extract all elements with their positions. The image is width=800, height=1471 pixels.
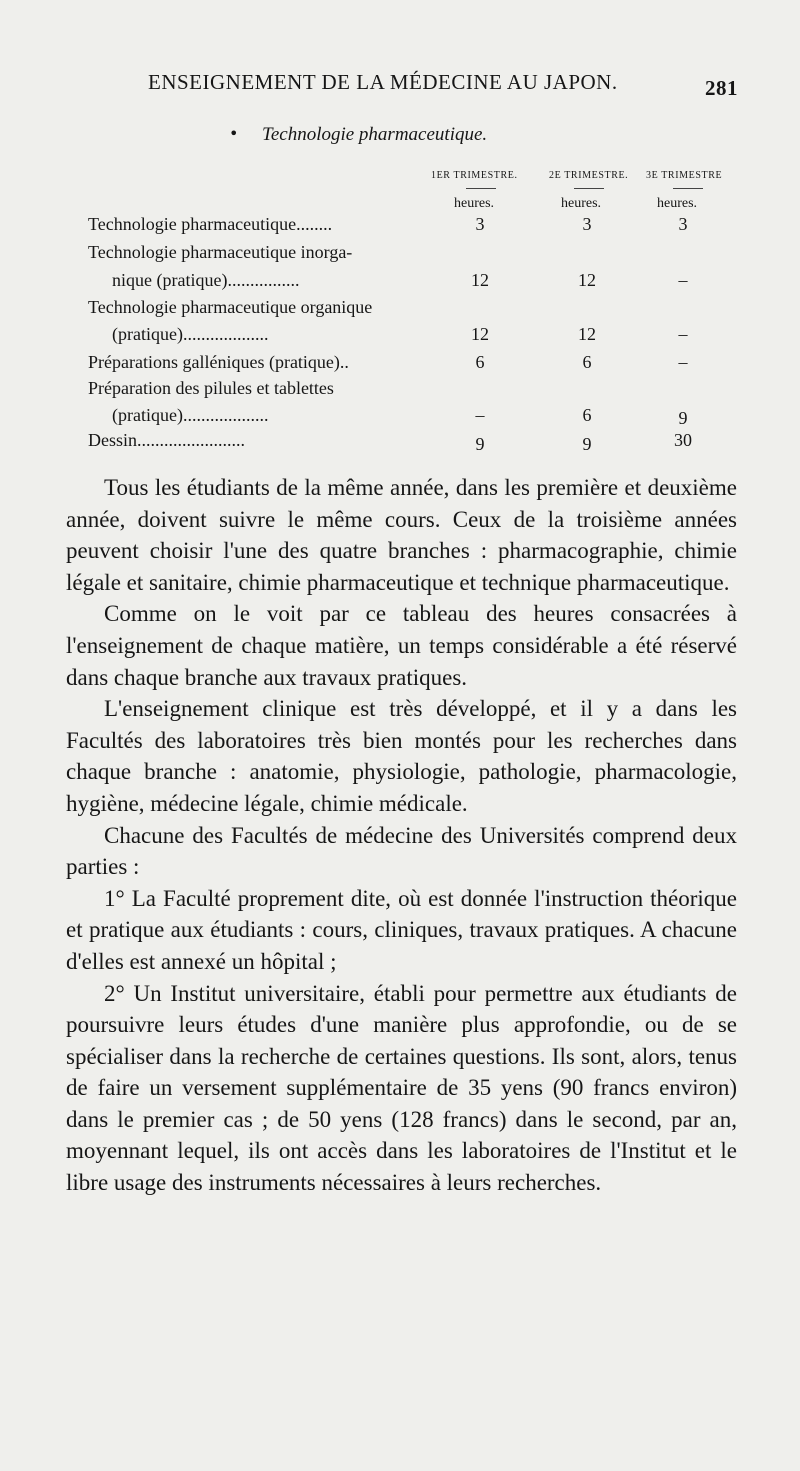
paragraph: Chacune des Facultés de médecine des Universités comprend deux parties : bbox=[66, 822, 737, 880]
table-cell: – bbox=[678, 270, 688, 290]
table-cell: 3 bbox=[475, 214, 485, 234]
table-cell: 12 bbox=[471, 324, 489, 344]
table-cell: 3 bbox=[678, 214, 688, 234]
paragraph: Tous les étudiants de la même année, dans les première et deuxième année, doivent suivre le même cours. Ceux de la troisième années peuvent choisir l'une des quatre branches : pharmacographie, chimie légale et sanitaire, chimie pharmaceutique et technique pharmaceutique. bbox=[66, 475, 737, 595]
col-rule-2 bbox=[574, 188, 604, 189]
table-cell: 6 bbox=[582, 405, 592, 425]
page-number: 281 bbox=[705, 76, 738, 100]
table-cell: 6 bbox=[582, 352, 592, 372]
table-cell: – bbox=[678, 324, 688, 344]
row-label: (pratique)................... bbox=[112, 324, 269, 344]
table-cell: 9 bbox=[475, 434, 485, 454]
table-cell: 6 bbox=[475, 352, 485, 372]
paragraph: L'enseignement clinique est très développé, et il y a dans les Facultés des laboratoires très bien montés pour les recherches dans chaque branche : anatomie, physiologie, pathologie, pharmacologie, hygiène, médecine légale, chimie médicale. bbox=[66, 696, 737, 816]
row-label: Dessin........................ bbox=[88, 430, 245, 450]
col-unit-1: heures. bbox=[454, 196, 495, 211]
col-header-3: 3E TRIMESTRE bbox=[646, 170, 723, 181]
table-cell: 30 bbox=[674, 430, 692, 450]
table-cell: 3 bbox=[582, 214, 592, 234]
col-unit-3: heures. bbox=[657, 196, 698, 211]
table-cell: – bbox=[678, 352, 688, 372]
col-rule-1 bbox=[466, 188, 496, 189]
col-rule-3 bbox=[673, 188, 703, 189]
table-cell: 9 bbox=[582, 434, 592, 454]
row-label: nique (pratique)................ bbox=[112, 270, 300, 290]
row-label: Technologie pharmaceutique........ bbox=[88, 214, 333, 234]
table-cell: 12 bbox=[578, 324, 596, 344]
table-title: Technologie pharmaceutique. bbox=[262, 124, 488, 145]
row-label: (pratique)................... bbox=[112, 405, 269, 425]
row-label: Technologie pharmaceutique inorga- bbox=[88, 242, 353, 262]
table-cell: 12 bbox=[471, 270, 489, 290]
paragraph: 2° Un Institut universitaire, établi pour permettre aux étudiants de poursuivre leurs études d'une manière plus approfondie, ou de se spécialiser dans la recherche de certaines questions. Ils sont, alors, tenus de faire un versement supplémentaire de 35 yens (90 francs environ) dans le premier cas ; de 50 yens (128 francs) dans le second, par an, moyennant lequel, ils ont accès dans les laboratoires de l'Institut et le libre usage des instruments nécessaires à leurs recherches. bbox=[66, 980, 737, 1196]
table-cell: – bbox=[475, 405, 485, 425]
row-label: Préparation des pilules et tablettes bbox=[88, 378, 334, 398]
body-text bbox=[66, 472, 737, 1199]
running-title: ENSEIGNEMENT DE LA MÉDECINE AU JAPON. bbox=[148, 70, 618, 94]
bullet-mark: • bbox=[229, 124, 239, 143]
row-label: Préparations galléniques (pratique).. bbox=[88, 352, 349, 372]
paragraph: Comme on le voit par ce tableau des heures consacrées à l'enseignement de chaque matière, un temps considérable a été réservé dans chaque branche aux travaux pratiques. bbox=[66, 601, 737, 690]
row-label: Technologie pharmaceutique organique bbox=[88, 297, 373, 317]
table-cell: 12 bbox=[578, 270, 596, 290]
col-header-2: 2E TRIMESTRE. bbox=[549, 170, 629, 181]
col-header-1: 1ER TRIMESTRE. bbox=[431, 170, 518, 181]
col-unit-2: heures. bbox=[561, 196, 602, 211]
paragraph: 1° La Faculté proprement dite, où est donnée l'instruction théorique et pratique aux étudiants : cours, cliniques, travaux pratiques. A chacune d'elles est annexé un hôpital ; bbox=[66, 885, 737, 974]
table-cell: 9 bbox=[678, 408, 688, 428]
